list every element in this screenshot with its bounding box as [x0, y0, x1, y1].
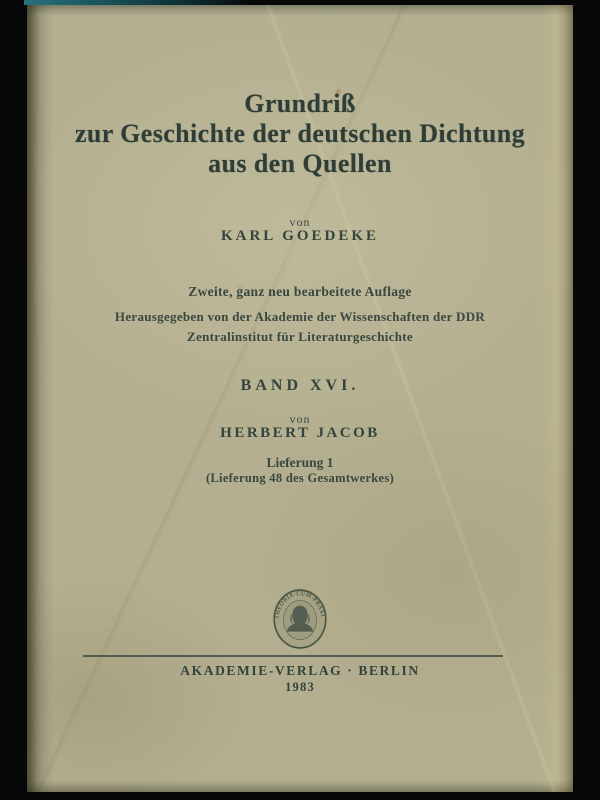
- issue-note: (Lieferung 48 des Gesamtwerkes): [205, 471, 395, 485]
- publisher-note-line-1: Herausgegeben von der Akademie der Wissenschaften der DDR: [114, 309, 486, 324]
- volume-author-name: HERBERT JACOB: [220, 425, 380, 441]
- seal-motto: THEORIA·CUM·PRAXI: [273, 590, 327, 620]
- book-title: [27, 89, 573, 179]
- publisher-seal-icon: [267, 586, 333, 652]
- title-line-3: aus den Quellen: [208, 149, 392, 178]
- volume-byline-label: von: [289, 412, 311, 426]
- author-name: KARL GOEDEKE: [220, 228, 380, 244]
- publication-year: 1983: [285, 680, 315, 694]
- title-line-2: zur Geschichte der deutschen Dichtung: [74, 119, 526, 148]
- publisher-note-line-2: Zentralinstitut für Literaturgeschichte: [187, 329, 413, 344]
- imprint-divider: [83, 655, 503, 657]
- edition-note: Zweite, ganz neu bearbeitete Auflage: [188, 284, 412, 299]
- title-line-1: Grundriß: [244, 89, 356, 118]
- publisher-imprint: AKADEMIE-VERLAG · BERLIN: [180, 663, 420, 678]
- issue-label: Lieferung 1: [266, 455, 334, 470]
- volume-label: BAND XVI.: [240, 377, 360, 394]
- book-title-page: [27, 5, 573, 792]
- byline-label: von: [289, 215, 311, 229]
